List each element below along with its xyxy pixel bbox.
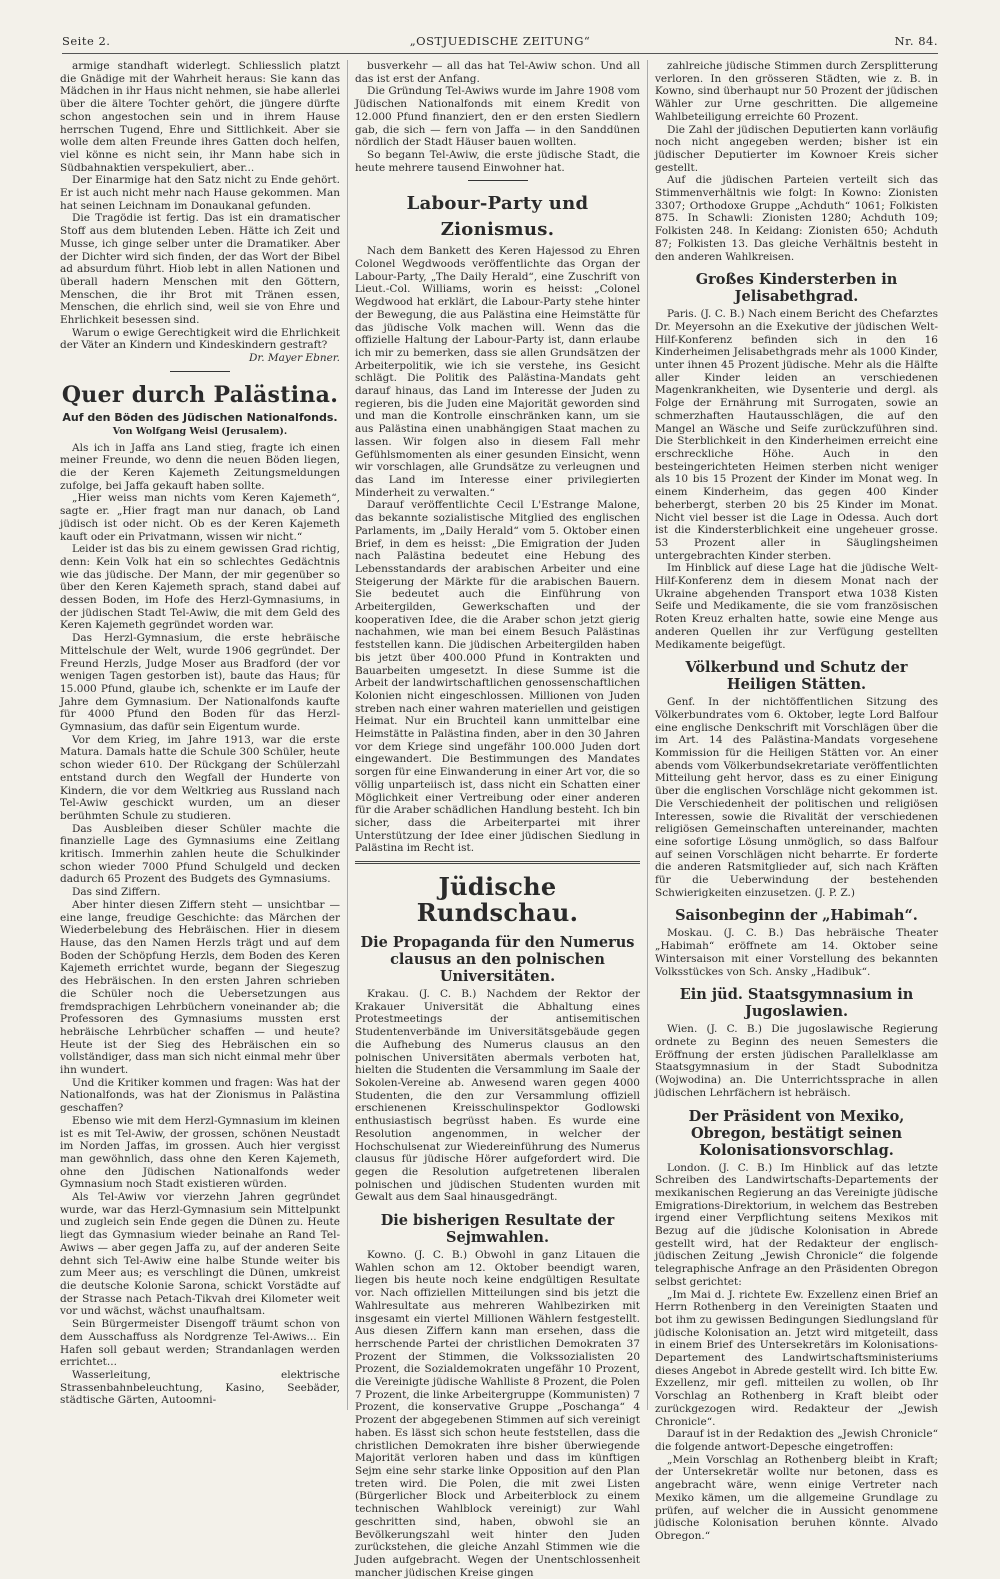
article-subtitle: Auf den Böden des Jüdischen Nationalfonds. bbox=[62, 410, 338, 424]
article-title: Großes Kindersterben in Jelisabethgrad. bbox=[695, 271, 898, 306]
paragraph: Das Herzl-Gymnasium, die erste hebräische Mittelschule der Welt, wurde 1906 gegründet. Der Freund Herzls, Judge Moser aus Bradford (der vor wenigen Tagen gestorben ist), baute das Haus; für 15.000 Pfund, glaube ich, schenkte er im Laufe der Jahre dem Gymnasium. Der Nationalfonds kaufte für 4000 Pfund den Boden für das Herzl-Gymnasium, das dafür sein Eigentum wurde. bbox=[60, 632, 340, 734]
article-title: Saisonbeginn der „Habimah“. bbox=[675, 907, 918, 925]
paragraph: Warum o ewige Gerechtigkeit wird die Ehrlichkeit der Väter an Kindern und Kindeskindern gestraft? bbox=[60, 326, 340, 352]
paragraph: Im Hinblick auf diese Lage hat die jüdische Welt-Hilf-Konferenz dem in diesem Monat nach der Ukraine abgehenden Transport etwa 1038 Kisten Seife und Medikamente, die sie vom französischen Roten Kreuz erhalten hatte, sowie eine Menge aus anderen Quellen ihr zur Verfügung gestellten Medikamente beigefügt. bbox=[655, 562, 938, 651]
issue-number: Nr. 84. bbox=[894, 34, 938, 48]
paragraph: Die Gründung Tel-Awiws wurde im Jahre 1908 vom Jüdischen Nationalfonds mit einem Kredit von 12.000 Pfund finanziert, den er den ersten Siedlern gab, die sich — fern von Jaffa — in den Sanddünen nördlich der Stadt Häuser bauen wollten. bbox=[355, 85, 640, 149]
paragraph: armige standhaft widerlegt. Schliesslich platzt die Gnädige mit der Wahrheit heraus: Sie kann das Mädchen in ihr Haus nicht nehmen, sie habe allerlei über die ältere Tochter gehört, die jüngere dürfte schon angestochen sein und in ihrem Hause herrschen Tugend, Ehre und Sittlichkeit. Aber sie wolle dem alten Freunde ihres Gatten doch helfen, viel könne es nicht sein, ihr Mann habe sich in Südbahnaktien verspekuliert, aber... bbox=[60, 60, 340, 174]
paragraph: Genf. In der nichtöffentlichen Sitzung des Völkerbundrates vom 6. Oktober, legte Lord Balfour eine englische Denkschrift mit Vorschlägen über die im Art. 14 des Palästina-Mandats vorgesehene Kommission für die Heiligen Stätten vor. An einer abends vom Völkerbundsekretariate veröffentlichten Mitteilung geht hervor, dass es zu einer Einigung über die englischen Vorschläge nicht gekommen ist. Die Verschiedenheit der politischen und religiösen Interessen, sowie die Rivalität der verschiedenen religiösen Gemeinschaften untereinander, machten eine sofortige Lösung unmöglich, so dass Balfour auf seinen Vorschlägen nicht beharrte. Er forderte die anderen Ratsmitglieder auf, sich nach Kräften für die Ueberwindung der bestehenden Schwierigkeiten einzusetzen. (J. P. Z.) bbox=[655, 696, 938, 899]
paragraph: So begann Tel-Awiw, die erste jüdische Stadt, die heute mehrere tausend Einwohner hat. bbox=[355, 148, 640, 174]
article-byline: Von Wolfgang Weisl (Jerusalem). bbox=[112, 425, 288, 437]
paragraph: „Im Mai d. J. richtete Ew. Exzellenz einen Brief an Herrn Rothenberg in den Vereinigten Staaten und bot ihm zu gewissen Bedingungen Siedlungsland für jüdische Kolonisation an. Jetzt wird mitgeteilt, dass in einem Brief des Untersekretärs im Kolonisations-Departement des Landwirtschaftsministeriums dieses Angebot in Abrede gestellt wird. Ich bitte Ew. Exzellenz, mir gefl. mitteilen zu wollen, ob Ihr Vorschlag an Rothenberg in Kraft bleibt oder zurückgezogen wird. Redakteur der „Jewish Chronicle“. bbox=[655, 1288, 938, 1428]
column-3 bbox=[655, 60, 938, 1542]
column-1 bbox=[60, 60, 340, 1410]
paragraph: Moskau. (J. C. B.) Das hebräische Theater „Habimah“ eröffnete am 14. Oktober seine Wintersaison mit einer Vorstellung des bekannten Volksstückes von Sch. Ansky „Hadibuk“. bbox=[655, 927, 938, 978]
article-title: Die bisherigen Resultate der Sejmwahlen. bbox=[380, 1212, 615, 1247]
paragraph: Nach dem Bankett des Keren Hajessod zu Ehren Colonel Wegdwoods veröffentlichte das Organ der Labour-Party, „The Daily Herald“, eine Zuschrift von Lieut.-Col. Williams, worin es heisst: „Colonel Wegdwood hat erklärt, die Labour-Party stehe hinter der Bewegung, die aus Palästina eine Heimstätte für das jüdische Volk machen will. Wenn das die offizielle Haltung der Labour-Party ist, dann erlaube ich mir zu bemerken, dass sie allen Grundsätzen der Arbeiterpolitik, wie ich sie verstehe, ins Gesicht schlägt. Die Politik des Palästina-Mandats geht darauf hinaus, das Land im Interesse der Juden zu regieren, bis die Juden eine Majorität geworden sind und man die Kontrolle einschränken kann, um sie aus Palästina einen unabhängigen Staat machen zu lassen. Wir folgen also in diesem Fall mehr Gefühlsmomenten als einer gesunden Einsicht, wenn wir vorschlagen, alle Grundsätze zu verleugnen und das Land im Interesse einer privilegierten Minderheit zu verwalten.“ bbox=[355, 245, 640, 499]
article-title: Der Präsident von Mexiko, Obregon, bestätigt seinen Kolonisationsvorschlag. bbox=[688, 1107, 905, 1159]
paragraph: Das Ausbleiben dieser Schüler machte die finanzielle Lage des Gymnasiums eine Zeitlang kritisch. Immerhin zahlen heute die Schulkinder schon wieder 7000 Pfund Schulgeld und decken dadurch 65 Prozent des Budgets des Gymnasiums. bbox=[60, 822, 340, 886]
paragraph: Und die Kritiker kommen und fragen: Was hat der Nationalfonds, was hat der Zionismus in Palästina geschaffen? bbox=[60, 1076, 340, 1115]
paragraph: Wien. (J. C. B.) Die jugoslawische Regierung ordnete zu Beginn des neuen Semesters die Eröffnung der ersten jüdischen Parallelklasse am Staatsgymnasium in der Stadt Subodnitza (Wojwodina) an. Die Unterrichtssprache in allen jüdischen Lehrfächern ist hebräisch. bbox=[655, 1023, 938, 1099]
paragraph: „Hier weiss man nichts vom Keren Kajemeth“, sagte er. „Hier fragt man nur danach, ob Land jüdisch ist oder nicht. Ob es der Keren Kajemeth kauft oder ein Privatmann, wissen wir nicht.“ bbox=[60, 492, 340, 543]
column-divider bbox=[647, 60, 648, 1410]
separator bbox=[355, 861, 640, 864]
paragraph: Auf die jüdischen Parteien verteilt sich das Stimmenverhältnis wie folgt: In Kowno: Zionisten 3307; Orthodoxe Gruppe „Achduth“ 1061; Folkisten 875. In Schawli: Zionisten 1280; Achduth 109; Folkisten 248. In Keidang: Zionisten 650; Achduth 87; Folkisten 13. Das gleiche Verhältnis besteht in den anderen Wahlkreisen. bbox=[655, 174, 938, 263]
paragraph: Die Tragödie ist fertig. Das ist ein dramatischer Stoff aus dem blutenden Leben. Hätte ich Zeit und Musse, ich ginge selber unter die Dramatiker. Aber der Dichter wird sich finden, der das Wort der Bibel ad absurdum führt. Hiob lebt in allen Nationen und überall hadern Menschen mit den Göttern, Menschen, die ihr Brot mit Tränen essen, Menschen, die ehrlich sind, weil sie von Ehre und Ehrlichkeit besessen sind. bbox=[60, 212, 340, 327]
paragraph: Der Einarmige hat den Satz nicht zu Ende gehört. Er ist auch nicht mehr nach Hause gekommen. Man hat seinen Leichnam im Donaukanal gefunden. bbox=[60, 174, 340, 212]
separator bbox=[468, 180, 528, 181]
paragraph: Leider ist das bis zu einem gewissen Grad richtig, denn: Kein Volk hat ein so schlechtes Gedächtnis wie das jüdische. Der Mann, der mir gegenüber so über den Keren Kajemeth sprach, stand dabei auf dessen Boden, im Hofe des Herzl-Gymnasiums, in der jüdischen Stadt Tel-Awiw, die mit dem Geld des Keren Kajemeth gegründet worden war. bbox=[60, 543, 340, 632]
page-header bbox=[62, 34, 938, 52]
paragraph: busverkehr — all das hat Tel-Awiw schon. Und all das ist erst der Anfang. bbox=[355, 60, 640, 85]
column-2 bbox=[355, 60, 641, 1579]
paragraph: Kowno. (J. C. B.) Obwohl in ganz Litauen die Wahlen schon am 12. Oktober beendigt waren, liegen bis heute noch keine endgültigen Resultate vor. Nach offiziellen Mitteilungen sind bis jetzt die Wahlresultate aus mehreren Wahlbezirken mit insgesamt ein viertel Millionen Wählern festgestellt. Aus diesen Ziffern kann man ersehen, dass die herrschende Partei der christlichen Demokraten 37 Prozent der Stimmen, die Volkssozialisten 20 Prozent, die Sozialdemokraten ungefähr 10 Prozent, die Vereinigte jüdische Wahlliste 8 Prozent, die Polen 7 Prozent, die linke Arbeitergruppe (Kommunisten) 7 Prozent, die konservative Gruppe „Poschanga“ 4 Prozent der abgegebenen Stimmen auf sich vereinigt haben. Es lässt sich schon heute feststellen, dass die christlichen Demokraten ihre bisher überwiegende Majorität verloren haben und dass im künftigen Sejm eine sehr starke linke Opposition auf den Plan treten wird. Die Polen, die mit zwei Listen (Bürgerlicher Block und Arbeiterblock zu einem technischen Wahlblock vereinigt) zur Wahl geschritten sind, haben, obwohl sie an Bevölkerungszahl weit hinter den Juden zurückstehen, die gleiche Anzahl Stimmen wie die Juden aufgebracht. Wegen der Unentschlossenheit mancher jüdischen Kreise gingen bbox=[355, 1249, 640, 1579]
paragraph: „Mein Vorschlag an Rothenberg bleibt in Kraft; der Untersekretär wollte nur betonen, dass es angebracht wäre, wenn einige Vertreter nach Mexiko kämen, um die allgemeine Grundlage zu prüfen, auf welcher die in Aussicht genommene jüdische Kolonisation beruhen könnte. Alvado Obregon.“ bbox=[655, 1453, 938, 1542]
article-title: Labour-Party und Zionismus. bbox=[406, 193, 589, 241]
article-title: Ein jüd. Staatsgymnasium in Jugoslawien. bbox=[679, 986, 914, 1021]
paragraph: Aber hinter diesen Ziffern steht — unsichtbar — eine lange, freudige Geschichte: das Märchen der Wiederbelebung des Hebräischen. Hier in diesem Hause, das den Namen Herzls trägt und auf dem Boden der Schöpfung Herzls, dem Boden des Keren Kajemeth errichtet wurde, begann der Siegeszug des Hebräischen. In den ersten Jahren schrieben die Schüler noch die Uebersetzungen aus fremdsprachigen Lehrbüchern voneinander ab; die Professoren des Gymnasiums mussten erst hebräische Lehrbücher schaffen — und heute? Heute ist der Sieg des Hebräischen ein so vollständiger, dass man sich nicht einmal mehr über ihn wundert. bbox=[60, 898, 340, 1077]
paragraph: Vor dem Krieg, im Jahre 1913, war die erste Matura. Damals hatte die Schule 300 Schüler, heute schon wieder 610. Der Rückgang der Schülerzahl entstand durch den Wegfall der Hunderte von Kindern, die vor dem Weltkrieg aus Russland nach Tel-Awiw geschickt wurden, um an dieser berühmten Schule zu studieren. bbox=[60, 733, 340, 822]
column-divider bbox=[347, 60, 348, 1410]
author-signature: Dr. Mayer Ebner. bbox=[248, 352, 340, 365]
section-title: Jüdische Rundschau. bbox=[416, 872, 579, 928]
page-number: Seite 2. bbox=[62, 34, 111, 48]
paragraph: Darauf ist in der Redaktion des „Jewish Chronicle“ die folgende antwort-Depesche eingetroffen: bbox=[655, 1428, 938, 1453]
header-rule bbox=[62, 53, 938, 54]
paragraph: Die Zahl der jüdischen Deputierten kann vorläufig noch nicht angegeben werden; bisher ist ein jüdischer Deputierter im Kownoer Kreis sicher gestellt. bbox=[655, 123, 938, 174]
paragraph: Krakau. (J. C. B.) Nachdem der Rektor der Krakauer Universität die Abhaltung eines Protestmeetings der antisemitischen Studentenverbände im Universitätsgebäude gegen die Aufhebung des Numerus clausus an den polnischen Universitäten abermals verboten hat, hielten die Studenten die Versammlung im Saale der Sokolen-Vereine ab. Anwesend waren gegen 4000 Studenten, die den zur Versammlung offiziell erschienenen Kreisschulinspektor Godlowski enthusiastisch begrüsst haben. Es wurde eine Resolution angenommen, in welcher der Hochschulsenat zur Wiedereinführung des Numerus clausus für jüdische Hörer aufgefordert wird. Die gegen die Resolution aufgetretenen liberalen polnischen und jüdischen Studenten wurden mit Gewalt aus dem Saal hinausgedrängt. bbox=[355, 988, 640, 1204]
paragraph: Darauf veröffentlichte Cecil L'Estrange Malone, das bekannte sozialistische Mitglied des englischen Parlaments, im „Daily Herald“ vom 5. Oktober einen Brief, in dem es heisst: „Die Emigration der Juden nach Palästina bedeutet eine Hebung des Lebensstandards der arabischen Arbeiter und eine Steigerung der Märkte für die arabischen Bauern. Sie bedeutet auch die Einführung von Arbeitergilden, Gewerkschaften und der kooperativen Idee, die die Araber schon jetzt gierig nachahmen, wie man bei einem Besuch Palästinas feststellen kann. Die jüdischen Arbeitergilden haben bis jetzt über 400.000 Pfund in Kontrakten und Bauarbeiten umgesetzt. In diese Summe ist die Arbeit der landwirtschaftlichen genossenschaftlichen Kolonien nicht eingeschlossen. Millionen von Juden streben nach einer wahren materiellen und geistigen Heimat. Nur ein Bruchteil kann unmittelbar eine Heimstätte in Palästina finden, aber in den 30 Jahren vor dem Kriege sind ungefähr 100.000 Juden dort eingewandert. Die Bestimmungen des Mandates sorgen für eine Einwanderung in einer Art vor, die so völlig unparteiisch ist, dass nicht ein Schatten einer Möglichkeit einer Vertreibung oder einer anderen für die Araber schädlichen Handlung besteht. Ich bin sicher, dass die Arbeiterpartei mit ihrer Unterstützung der Idee einer jüdischen Siedlung in Palästina im Recht ist. bbox=[355, 499, 641, 855]
article-title: Quer durch Palästina. bbox=[61, 381, 339, 408]
paragraph: Sein Bürgermeister Disengoff träumt schon von dem Ausschaffuss als Nordgrenze Tel-Awiws... Ein Hafen soll gebaut werden; Strandanlagen werden errichtet... bbox=[60, 1318, 340, 1369]
paragraph: Ebenso wie mit dem Herzl-Gymnasium im kleinen ist es mit Tel-Awiw, der grossen, schönen Neustadt im Norden Jaffas, im grossen. Auch hier vergisst man gewöhnlich, dass ohne den Keren Kajemeth, ohne den Jüdischen Nationalfonds weder Gymnasium noch Stadt existieren würden. bbox=[60, 1114, 340, 1191]
paragraph: Wasserleitung, elektrische Strassenbahnbeleuchtung, Kasino, Seebäder, städtische Gärten, Autoomni- bbox=[60, 1368, 340, 1407]
article-title: Die Propaganda für den Numerus clausus an den polnischen Universitäten. bbox=[360, 934, 635, 986]
paragraph: zahlreiche jüdische Stimmen durch Zersplitterung verloren. In den grösseren Städten, wie z. B. in Kowno, sind überhaupt nur 50 Prozent der jüdischen Wähler zur Urne geschritten. Die allgemeine Wahlbeteiligung erreichte 60 Prozent. bbox=[655, 60, 938, 123]
paragraph: London. (J. C. B.) Im Hinblick auf das letzte Schreiben des Landwirtschafts-Departements der mexikanischen Regierung an das Vereinigte jüdische Emigrations-Direktorium, in welchem das Bestreben irgend einer Verpflichtung seitens Mexikos mit Bezug auf die jüdische Kolonisation in Abrede gestellt wird, hat der Redakteur der englisch-jüdischen Zeitung „Jewish Chronicle“ die folgende telegraphische Anfrage an den Präsidenten Obregon selbst gerichtet: bbox=[655, 1161, 938, 1288]
paragraph: Paris. (J. C. B.) Nach einem Bericht des Chefarztes Dr. Meyersohn an die Exekutive der jüdischen Welt-Hilf-Konferenz befinden sich in den 16 Kinderheimen Jelisabethgrads mehr als 1000 Kinder, unter ihnen 45 Prozent jüdische. Mehr als die Hälfte aller Kinder leiden an verschiedenen Magenkrankheiten, wie Dysenterie und dergl. als Folge der Ernährung mit Surrogaten, sowie an schmerzhaften Hautausschlägen, die auf den Mangel an Wäsche und Seife zurückzuführen sind. Die Sterblichkeit in den Kinderheimen erreicht eine erschreckliche Höhe. Auch in den besteingerichteten Heimen sterben nicht weniger als 10 bis 15 Prozent der Kinder im Monat weg. In einem Kinderheim, das gegen 400 Kinder beherbergt, sterben 20 bis 25 Kinder im Monat. Nicht viel besser ist die Lage in Odessa. Auch dort ist die Kindersterblichkeit eine ungeheuer grosse. 53 Prozent aller in Säuglingsheimen untergebrachten Kinder sterben. bbox=[655, 308, 938, 562]
separator bbox=[170, 371, 230, 372]
newspaper-title: „OSTJUEDISCHE ZEITUNG“ bbox=[409, 34, 591, 48]
article-title: Völkerbund und Schutz der Heiligen Stätten. bbox=[685, 659, 908, 694]
paragraph: Das sind Ziffern. bbox=[72, 886, 161, 899]
paragraph: Als ich in Jaffa ans Land stieg, fragte ich einen meiner Freunde, wo denn die neuen Böden liegen, die der Keren Kajemeth Zeitungsmeldungen zufolge, bei Jaffa gekauft haben sollte. bbox=[60, 441, 340, 492]
paragraph: Als Tel-Awiw vor vierzehn Jahren gegründet wurde, war das Herzl-Gymnasium sein Mittelpunkt und zugleich sein Ende gegen die Dünen zu. Heute liegt das Gymnasium wieder beinahe an Rand Tel-Awiws — aber gegen Jaffa zu, auf der anderen Seite dehnt sich Tel-Awiw eine halbe Stunde weiter bis zum Meer aus; es verschlingt die Dünen, umkreist die deutsche Kolonie Sarona, schickt Vorstädte auf der Strasse nach Petach-Tikvah drei Kilometer weit vor und wächst, wächst unaufhaltsam. bbox=[60, 1191, 340, 1318]
